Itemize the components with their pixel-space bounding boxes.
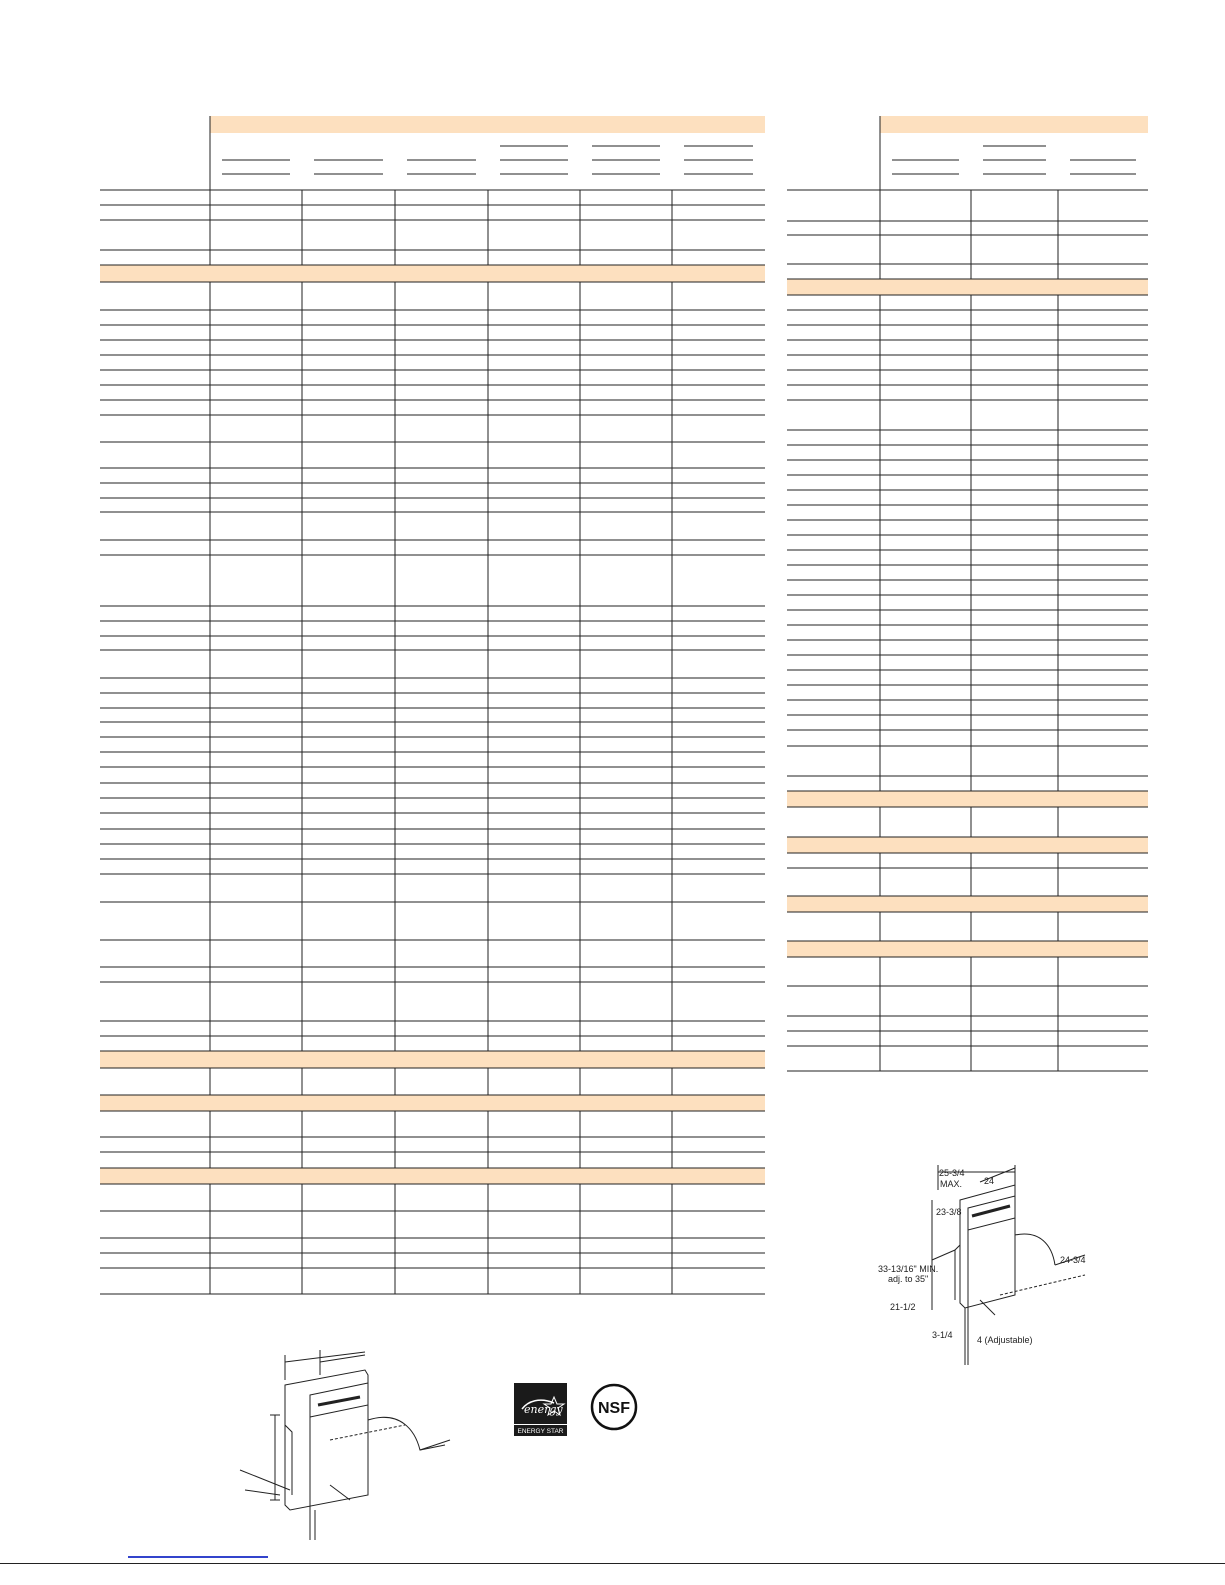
dim-label-max: MAX. — [940, 1179, 963, 1189]
dim-label-min-height: 33-13/16" MIN. — [878, 1264, 939, 1274]
section-label-band — [787, 279, 880, 295]
section-band — [210, 265, 765, 282]
dim-label-door-open: 24-3/4 — [1060, 1255, 1086, 1265]
section-band — [880, 791, 1148, 807]
dim-label-adjustable: 4 (Adjustable) — [977, 1335, 1033, 1345]
dim-label-adj-height: adj. to 35" — [888, 1274, 929, 1284]
dishwasher-dimension-diagram-left — [230, 1350, 470, 1550]
section-label-band — [787, 896, 880, 912]
section-label-band — [100, 265, 210, 282]
section-band — [880, 941, 1148, 957]
energy-star-logo — [514, 1383, 567, 1436]
section-band — [210, 1168, 765, 1184]
section-band — [880, 837, 1148, 853]
nsf-circle-icon — [590, 1383, 638, 1431]
dim-label-toekick: 3-1/4 — [932, 1330, 953, 1340]
section-band — [210, 1095, 765, 1111]
section-label-band — [787, 941, 880, 957]
nsf-text: NSF — [598, 1400, 630, 1417]
svg-text:energy: energy — [524, 1403, 563, 1416]
section-label-band — [100, 1168, 210, 1184]
dim-label-max-depth: 25-3/4 — [939, 1168, 965, 1178]
section-band — [210, 1051, 765, 1068]
dishwasher-dimension-diagram-right — [860, 1160, 1110, 1370]
dim-label-door-depth: 23-3/8 — [936, 1207, 962, 1217]
section-band — [880, 279, 1148, 295]
nsf-logo — [590, 1383, 638, 1431]
dim-label-width: 24 — [984, 1176, 995, 1186]
footer-link-underline[interactable] — [128, 1556, 268, 1558]
section-label-band — [787, 837, 880, 853]
section-label-band — [787, 791, 880, 807]
energy-star-icon — [514, 1383, 567, 1436]
header-band — [210, 116, 765, 133]
section-label-band — [100, 1051, 210, 1068]
energy-star-caption: ENERGY STAR — [517, 1428, 564, 1435]
header-band — [880, 116, 1148, 133]
section-band — [880, 896, 1148, 912]
section-label-band — [100, 1095, 210, 1111]
footer-rule — [0, 1563, 1225, 1564]
dim-label-side-height: 21-1/2 — [890, 1302, 916, 1312]
